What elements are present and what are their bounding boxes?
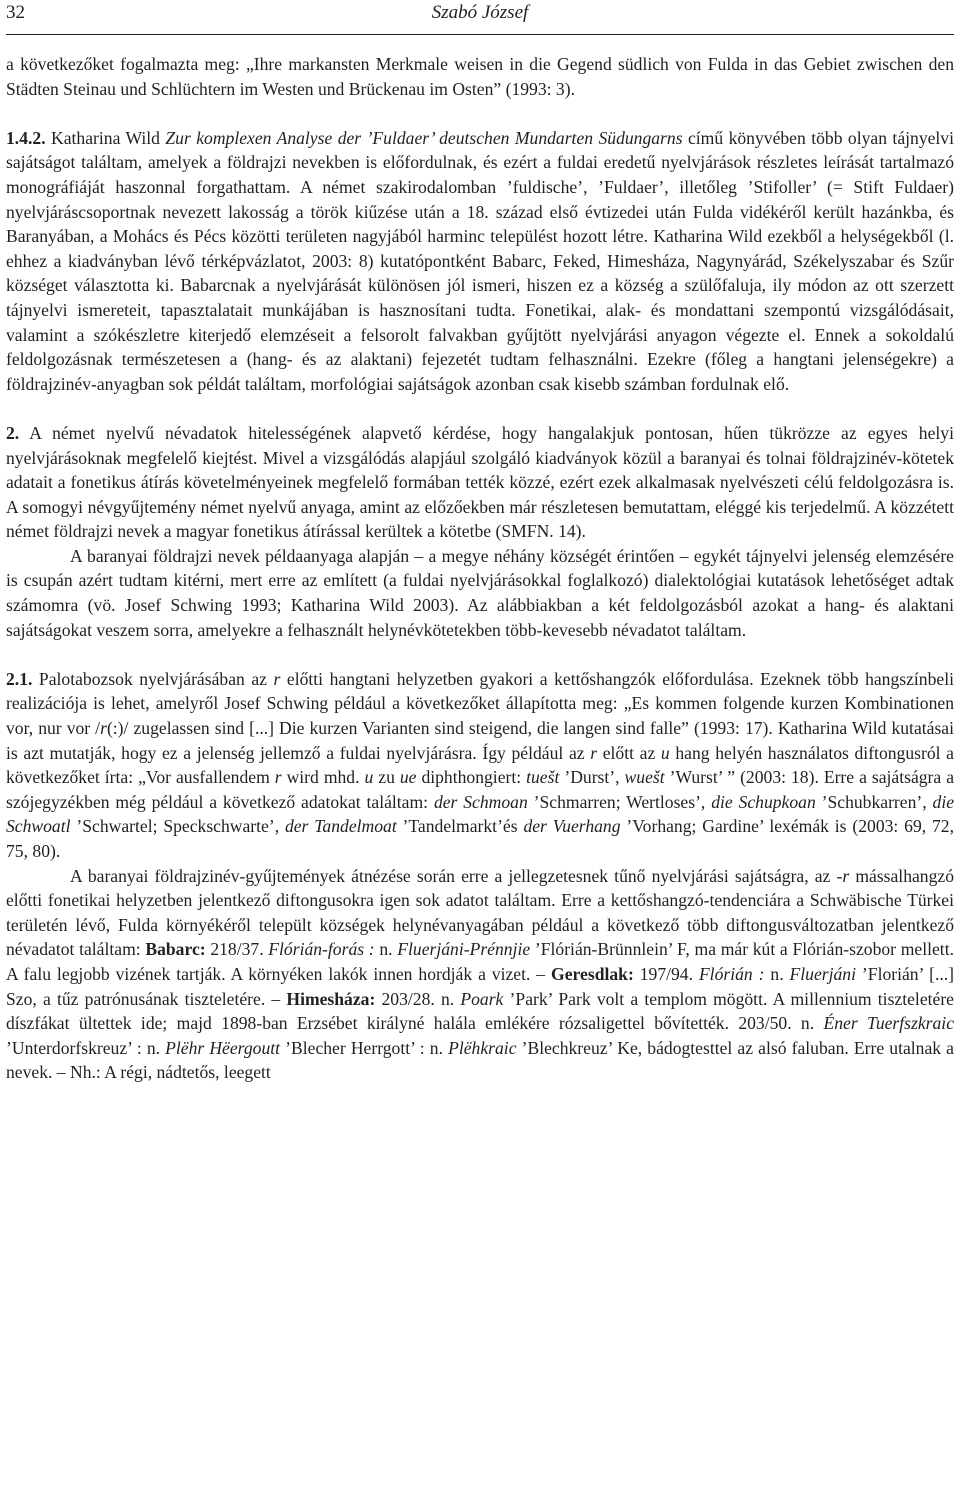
page-header <box>6 0 954 35</box>
village-name: Himesháza: <box>286 988 376 1009</box>
paragraph-1-4-2: 1.4.2. Katharina Wild Zur komplexen Analyse der ’Fuldaer’ deutschen Mundarten Südungarns című könyvében több olyan tájnyelvi sajátságot találtam, amelyek a földrajzi nevekben is előfordulnak, és ezért a fuldai eredetű nyelvjárások részletes leírását tartalmazó monográfiáját haszonnal forgathattam. A német szakirodalomban ’fuldische’, ’Fuldaer’, illetőleg ’Stifoller’ (= Stift Fuldaer) nyelvjáráscsoportnak nevezett lakosság a török kiűzése után a 18. század első évtizedei után Fulda vidékéről került hazánkba, és Baranyában, a Mohács és Pécs közötti területen nagyjából harminc települést hozott létre. Katharina Wild ezekből a helységekből (l. ehhez a kiadványban lévő térképvázlatot, 2003: 8) kutatópontként Babarc, Feked, Himesháza, Nagynyárád, Székelyszabar és Szűr községet választotta ki. Babarcnak a nyelvjárását különösen jól ismeri, hiszen ez a község a szülőfaluja, ily módon az ott szerzett tájnyelvi ismereteit, tapasztalatait munkájában is hasznosítani tudta. Fonetikai, alak- és mondattani szempontú vizsgálódásait, valamint a szókészletre kiterjedő elemzéseit a felsorolt falvakban gyűjtött nyelvjárási anyagon végezte el. Ennek a sokoldalú feldolgozásnak természetesen a (hang- és az alaktani) fejezetét tudtam felhasználni. Ezekre (főleg a hangtani jelenségekre) a földrajzinév-anyagban sok példát találtam, morfológiai sajátságok azonban csak kisebb számban fordulnak elő. <box>6 127 954 394</box>
section-number: 2. <box>6 422 20 443</box>
page-number: 32 <box>6 2 25 23</box>
section-number: 1.4.2. <box>6 127 46 148</box>
section-number: 2.1. <box>6 668 33 689</box>
village-name: Babarc: <box>145 939 206 960</box>
paragraph-quote-continuation: a következőket fogalmazta meg: „Ihre markansten Merkmale weisen in die Gegend südlich von Fulda in das Gebiet zwischen den Städten Steinau und Schlüchtern im Westen und Brückenau im Osten” (1993: 3). <box>6 54 954 99</box>
paragraph-gap <box>6 642 954 667</box>
paragraph-2-1-continuation: A baranyai földrajzinév-gyűjtemények átnézése során erre a jellegzetesnek tűnő nyelvjárási sajátságra, az -r mássalhangzó előtti fonetikai helyzetben jelentkező diftongusokra igen sok adatot találtam. Erre a kettőshangzó-tendenciára a Schwäbische Türkei területén lévő, Fulda környékéről települt községek helynévanyagában például a következő több diftongusváltozatban jelentkező névadatot találtam: Babarc: 218/37. Flórián-forás : n. Fluerjáni-Prénnjie ’Flórián-Brünnlein’ F, ma már kút a Flórián-szobor mellett. A falu legjobb vizének tartják. A környéken lakók innen hordják a vizet. – Geresdlak: 197/94. Flórián : n. Fluerjáni ’Florián’ [...] Szo, a tűz patrónusának tiszteletére. – Himesháza: 203/28. n. Poark ’Park’ Park volt a templom mögött. A millennium tiszteletére díszfákat ültettek ide; majd 1898-ban Erzsébet királyné halála emlékére rózsaligettel bővítették. 203/50. n. Éner Tuerfszkraic ’Unterdorfskreuz’ : n. Plëhr Hëergoutt ’Blecher Herrgott’ : n. Plëhkraic ’Blechkreuz’ Ke, bádogtesttel az alsó faluban. Erre utalnak a nevek. – Nh.: A régi, nádtetős, leegett <box>6 865 955 1083</box>
paragraph-2-1: 2.1. Palotabozsok nyelvjárásában az r előtti hangtani helyzetben gyakori a kettőshangzók előfordulása. Ezeknek több hangszínbeli realizációja is lehet, amelyről Josef Schwing például a következőket állapította meg: „Es kommen folgende kurzen Kombinationen vor, nur vor /r(:)/ zugelassen sind [...] Die kurzen Varianten sind steigend, die langen sind falle” (1993: 17). Katharina Wild kutatásai is azt mutatják, hogy ez a jelenség jellemző a fuldai nyelvjárásra. Így például az r előtt az u hang helyén használatos diftongusról a következőket írta: „Vor ausfallendem r wird mhd. u zu ue diphthongiert: tuešt ’Durst’, wuešt ’Wurst’ ” (2003: 18). Erre a sajátságra a szójegyzékben még például a következő adatokat találtam: der Schmoan ’Schmarren; Wertloses’, die Schupkoan ’Schubkarren’, die Schwoatl ’Schwartel; Speckschwarte’, der Tandelmoat ’Tandelmarkt’és der Vuerhang ’Vorhang; Gardine’ lexémák is (2003: 69, 72, 75, 80). <box>6 668 955 861</box>
paragraph-gap <box>6 101 954 126</box>
body-text <box>6 52 954 1085</box>
paragraph-2: 2. A német nyelvű névadatok hitelességének alapvető kérdése, hogy hangalakjuk pontosan, hűen tükrözze az egyes helyi nyelvjárásoknak megfelelő kiejtést. Mivel a vizsgálódás alapjául szolgáló kiadványok közül a baranyai és tolnai földrajzinév-kötetek adatait a fonetikus átírás követelményeinek megfelelő formában tették közzé, ezért ezek alkalmasak nyelvészeti célú feldolgozásra is. A somogyi névgyűjtemény német nyelvű anyaga, amint az előzőekben már részletesen bemutattam, eléggé kis terjedelmű. A közzétett német földrajzi nevek a magyar fonetikus átírással kerültek a kötetbe (SMFN. 14). <box>6 422 954 542</box>
book-title: Zur komplexen Analyse der ’Fuldaer’ deutschen Mundarten Südungarns <box>165 127 683 148</box>
running-head-author: Szabó József <box>431 2 529 23</box>
paragraph-gap <box>6 396 954 421</box>
village-name: Geresdlak: <box>551 963 634 984</box>
paragraph-2-continuation: A baranyai földrajzi nevek példaanyaga alapján – a megye néhány községét érintően – egykét tájnyelvi jelenség elemzésére is csupán azért tudtam kitérni, mert erre az említett (a fuldai nyelvjárásokkal foglalkozó) dialektológiai kutatások lehetőséget adtak számomra (vö. Josef Schwing 1993; Katharina Wild 2003). Az alábbiakban a két feldolgozásból azokat a hang- és alaktani sajátságokat veszem sorra, amelyekre a felhasznált helynévkötetekben több-kevesebb névadatot találtam. <box>6 545 954 640</box>
